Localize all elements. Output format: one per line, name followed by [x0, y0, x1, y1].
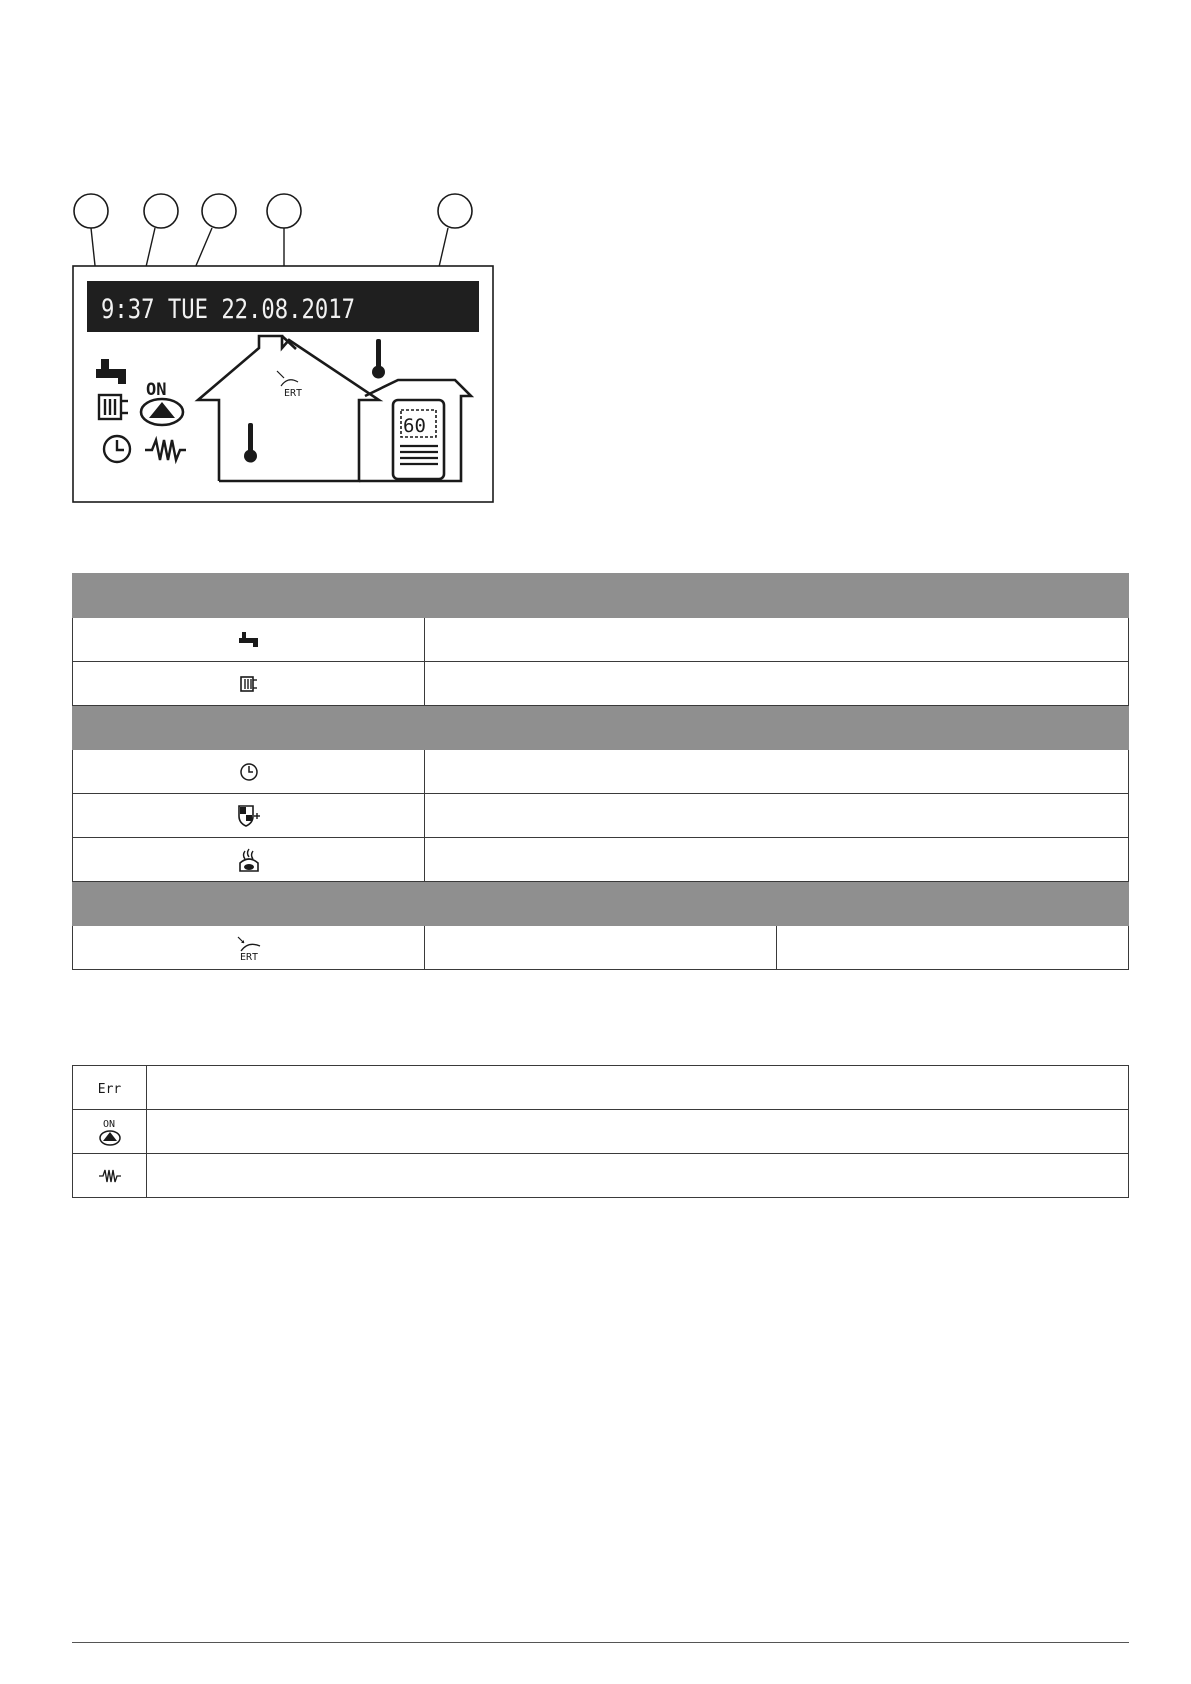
table-row: [73, 1154, 1129, 1198]
table-row: [73, 1110, 1129, 1154]
error-icon: Err: [97, 1082, 122, 1097]
table-row: [73, 838, 1129, 882]
erc-icon-label: ERT: [239, 951, 258, 961]
table-row: [73, 750, 1129, 794]
icon-cell: [73, 1154, 147, 1198]
anti-legionella-shield-icon: [236, 804, 262, 828]
callout-5: [438, 194, 472, 228]
row-description: [147, 1154, 1129, 1198]
datetime-text: 9:37 TUE 22.08.2017: [101, 294, 355, 325]
row-description: [147, 1110, 1129, 1154]
erc-curve-icon: [234, 935, 264, 961]
pump-on-label: ON: [146, 380, 167, 400]
row-description: [425, 926, 777, 970]
table-row: [73, 662, 1129, 706]
erc-label: ERT: [284, 388, 303, 399]
callout-1: [74, 194, 108, 228]
footer-rule: [72, 1642, 1129, 1643]
row-description: [425, 794, 1129, 838]
symbol-legend-table: [72, 573, 1129, 970]
section-header-label: [73, 706, 1129, 750]
row-description: [147, 1066, 1129, 1110]
callout-2: [144, 194, 178, 228]
heater-element-icon: [98, 1167, 122, 1185]
callout-3: [202, 194, 236, 228]
icon-cell: [73, 1066, 147, 1110]
controller-display-diagram: [0, 0, 520, 520]
row-description-secondary: [777, 926, 1129, 970]
section-header-label: [73, 882, 1129, 926]
tap-icon: [237, 631, 261, 649]
table-row: [73, 618, 1129, 662]
section-header: [73, 706, 1129, 750]
callout-4: [267, 194, 301, 228]
tank-temp-value: 60: [403, 415, 426, 437]
row-description: [425, 838, 1129, 882]
table-row: [73, 1066, 1129, 1110]
row-description: [425, 662, 1129, 706]
pump-on-icon-label: ON: [102, 1118, 115, 1130]
section-header: [73, 574, 1129, 618]
icon-cell: [73, 926, 425, 970]
row-description: [425, 618, 1129, 662]
icon-cell: [73, 662, 425, 706]
callout-markers: [74, 194, 472, 228]
radiator-icon: [239, 675, 259, 693]
clock-icon: [239, 762, 259, 782]
icon-cell: [73, 794, 425, 838]
row-description: [425, 750, 1129, 794]
icon-cell: [73, 1110, 147, 1154]
table-row: [73, 794, 1129, 838]
icon-cell: [73, 618, 425, 662]
section-header-label: [73, 574, 1129, 618]
section-header: [73, 882, 1129, 926]
holiday-hot-icon: [237, 847, 261, 873]
table-row: [73, 926, 1129, 970]
icon-cell: [73, 750, 425, 794]
status-legend-table: [72, 1065, 1129, 1198]
icon-cell: [73, 838, 425, 882]
pump-on-icon: [98, 1117, 122, 1147]
